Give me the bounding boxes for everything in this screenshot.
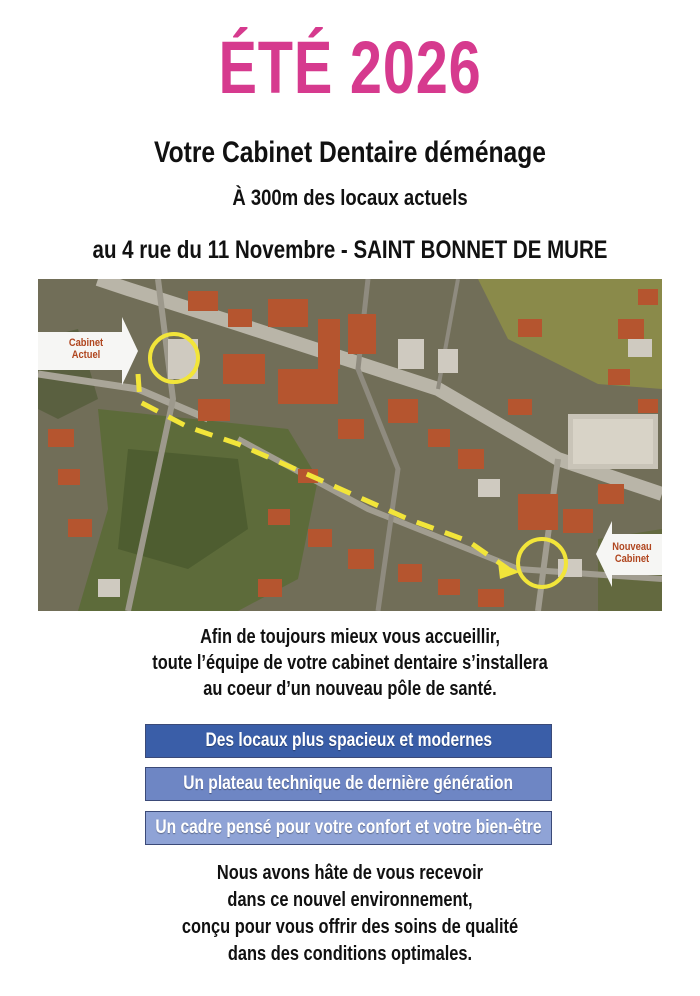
aerial-map [38, 279, 662, 611]
current-cabinet-label [61, 337, 112, 361]
new-cabinet-label-line2: Cabinet [614, 553, 650, 565]
feature-label: Un cadre pensé pour votre confort et votre bien-être [155, 817, 542, 838]
closing-line: conçu pour vous offrir des soins de qualité [181, 916, 519, 938]
intro-line: Afin de toujours mieux vous accueillir, [200, 626, 500, 648]
feature-label: Un plateau technique de dernière génération [183, 773, 514, 794]
closing-line: dans des conditions optimales. [227, 943, 473, 965]
current-cabinet-label-line2: Actuel [71, 349, 101, 361]
new-cabinet-label-line1: Nouveau [612, 541, 652, 553]
feature-box-comfort [145, 811, 552, 845]
closing-line: Nous avons hâte de vous recevoir [216, 862, 484, 884]
intro-line: au coeur d’un nouveau pôle de santé. [203, 678, 497, 700]
address: au 4 rue du 11 Novembre - SAINT BONNET DE MURE [92, 236, 608, 264]
intro-text [63, 624, 637, 702]
current-cabinet-label-line1: Cabinet [68, 337, 104, 349]
tagline: À 300m des locaux actuels [232, 185, 468, 210]
aerial-map-image [38, 279, 662, 611]
closing-line: dans ce nouvel environnement, [227, 889, 473, 911]
feature-box-spacious [145, 724, 552, 758]
headline: ÉTÉ 2026 [218, 26, 482, 109]
new-cabinet-label [608, 541, 656, 565]
subtitle: Votre Cabinet Dentaire déménage [154, 136, 546, 169]
closing-text [63, 860, 637, 968]
intro-line: toute l’équipe de votre cabinet dentaire s’installera [152, 652, 548, 674]
feature-label: Des locaux plus spacieux et modernes [205, 730, 492, 751]
feature-box-technical [145, 767, 552, 801]
